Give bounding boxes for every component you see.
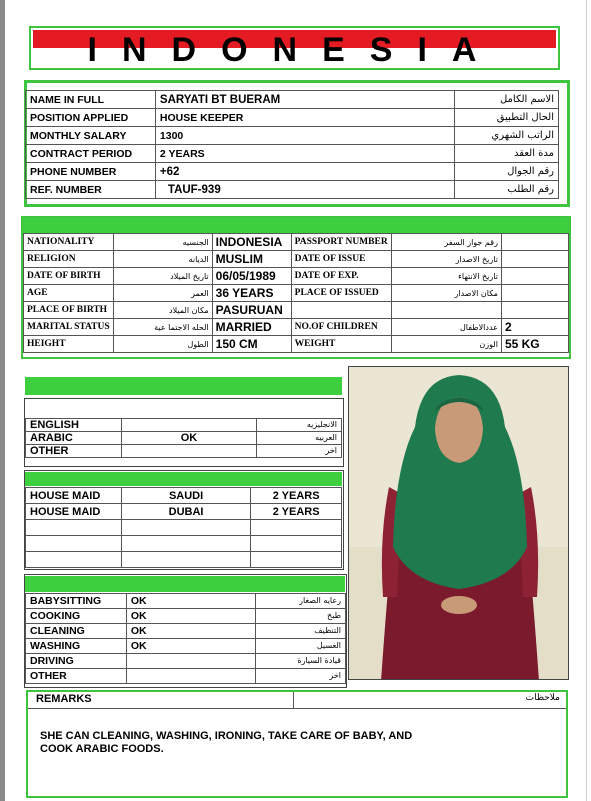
detail-label: WEIGHT — [291, 336, 391, 353]
detail-value: 150 CM — [212, 336, 291, 353]
table-row — [26, 91, 559, 109]
field-label-arabic: رقم الطلب — [455, 181, 559, 199]
table-row — [26, 127, 559, 145]
table-row — [26, 552, 342, 568]
table-row — [26, 654, 346, 669]
field-label: REF. NUMBER — [26, 181, 156, 199]
table-row — [26, 536, 342, 552]
details-header-bar — [23, 218, 569, 233]
field-label-arabic: مدة العقد — [455, 145, 559, 163]
remarks-divider — [293, 692, 294, 708]
detail-value — [501, 285, 568, 302]
experience-position — [26, 520, 122, 536]
detail-label: NO.OF CHILDREN — [291, 319, 391, 336]
detail-value: 55 KG — [501, 336, 568, 353]
experience-position: HOUSE MAID — [26, 504, 122, 520]
skill-value: OK — [126, 639, 255, 654]
experience-country — [121, 520, 250, 536]
detail-value: 06/05/1989 — [212, 268, 291, 285]
experience-table — [25, 487, 342, 568]
experience-country — [121, 552, 250, 568]
table-row — [26, 504, 342, 520]
detail-label-arabic: الديانه — [113, 251, 212, 268]
experience-position — [26, 552, 122, 568]
detail-label: PLACE OF BIRTH — [24, 302, 114, 319]
experience-country: SAUDI — [121, 488, 250, 504]
skill-label: COOKING — [26, 609, 127, 624]
field-value: HOUSE KEEPER — [155, 109, 454, 127]
table-row — [24, 234, 569, 251]
skill-value: OK — [126, 609, 255, 624]
detail-label: HEIGHT — [24, 336, 114, 353]
field-value: TAUF-939 — [155, 181, 454, 199]
detail-value — [501, 234, 568, 251]
skill-label-arabic: طبخ — [256, 609, 346, 624]
table-row — [26, 432, 342, 445]
skill-label: CLEANING — [26, 624, 127, 639]
experience-period: 2 YEARS — [251, 488, 342, 504]
experience-position — [26, 536, 122, 552]
table-row — [24, 268, 569, 285]
applicant-photo-illustration — [349, 367, 569, 680]
field-label: POSITION APPLIED — [26, 109, 156, 127]
detail-value: PASURUAN — [212, 302, 291, 319]
field-label: CONTRACT PERIOD — [26, 145, 156, 163]
table-row — [26, 594, 346, 609]
page-right-edge — [586, 0, 587, 801]
detail-value — [501, 268, 568, 285]
detail-label-arabic: مكان الميلاد — [113, 302, 212, 319]
skill-label: OTHER — [26, 669, 127, 684]
language-value — [121, 419, 256, 432]
table-row — [26, 163, 559, 181]
remarks-text — [40, 730, 520, 756]
skill-value — [126, 654, 255, 669]
detail-label: DATE OF EXP. — [291, 268, 391, 285]
language-label-arabic: اخر — [257, 445, 342, 458]
detail-value — [501, 302, 568, 319]
languages-table — [25, 418, 342, 458]
field-label: MONTHLY SALARY — [26, 127, 156, 145]
banner-title: INDONESIA — [87, 31, 502, 69]
language-label: ARABIC — [26, 432, 122, 445]
detail-label-arabic: الجنسيه — [113, 234, 212, 251]
skill-value — [126, 669, 255, 684]
detail-label: MARITAL STATUS — [24, 319, 114, 336]
table-row — [26, 419, 342, 432]
field-label-arabic: رقم الجوال — [455, 163, 559, 181]
table-row — [26, 624, 346, 639]
language-value: OK — [121, 432, 256, 445]
experience-country — [121, 536, 250, 552]
detail-label-arabic: تاريخ الاصدار — [391, 251, 501, 268]
field-value: 1300 — [155, 127, 454, 145]
language-label: ENGLISH — [26, 419, 122, 432]
language-label: OTHER — [26, 445, 122, 458]
table-row — [26, 109, 559, 127]
language-label-arabic: العربيه — [257, 432, 342, 445]
detail-label: AGE — [24, 285, 114, 302]
detail-label-arabic: رقم جواز السفر — [391, 234, 501, 251]
personal-info-table — [25, 90, 559, 199]
detail-label-arabic: تاريخ الانتهاء — [391, 268, 501, 285]
detail-label: DATE OF ISSUE — [291, 251, 391, 268]
page-left-edge — [0, 0, 5, 801]
experience-position: HOUSE MAID — [26, 488, 122, 504]
skill-value: OK — [126, 624, 255, 639]
detail-label-arabic: العمر — [113, 285, 212, 302]
table-row — [26, 609, 346, 624]
field-value: +62 — [155, 163, 454, 181]
detail-value: MUSLIM — [212, 251, 291, 268]
table-row — [24, 319, 569, 336]
detail-label-arabic: تاريخ الميلاد — [113, 268, 212, 285]
skill-label-arabic: التنظيف — [256, 624, 346, 639]
applicant-photo — [348, 366, 569, 680]
detail-label: NATIONALITY — [24, 234, 114, 251]
remarks-header — [28, 692, 566, 709]
field-label-arabic: الحال التطبيق — [455, 109, 559, 127]
table-row — [24, 336, 569, 353]
skills-table — [25, 593, 346, 684]
detail-label-arabic: عددالاطفال — [391, 319, 501, 336]
language-value — [121, 445, 256, 458]
languages-header-bar — [25, 377, 342, 395]
experience-period — [251, 520, 342, 536]
detail-label-arabic — [391, 302, 501, 319]
language-label-arabic: الانجليزيه — [257, 419, 342, 432]
detail-label: PASSPORT NUMBER — [291, 234, 391, 251]
table-row — [26, 520, 342, 536]
field-label: NAME IN FULL — [26, 91, 156, 109]
table-row — [26, 488, 342, 504]
skill-value: OK — [126, 594, 255, 609]
table-row — [26, 639, 346, 654]
table-row — [24, 285, 569, 302]
remarks-line: SHE CAN CLEANING, WASHING, IRONING, TAKE CARE OF BABY, AND — [40, 730, 413, 742]
table-row — [26, 145, 559, 163]
field-label-arabic: الراتب الشهري — [455, 127, 559, 145]
remarks-line: COOK ARABIC FOODS. — [40, 743, 164, 755]
detail-label-arabic: الحله الاجتما عية — [113, 319, 212, 336]
detail-value: INDONESIA — [212, 234, 291, 251]
detail-label — [291, 302, 391, 319]
table-row — [26, 669, 346, 684]
table-row — [26, 445, 342, 458]
table-row — [24, 251, 569, 268]
remarks-box — [26, 690, 568, 798]
detail-value: 2 — [501, 319, 568, 336]
detail-label: DATE OF BIRTH — [24, 268, 114, 285]
skill-label-arabic: قيادة السيارة — [256, 654, 346, 669]
skill-label: WASHING — [26, 639, 127, 654]
details-table — [23, 233, 569, 353]
remarks-label: REMARKS — [36, 693, 92, 705]
skill-label-arabic: رعايه الصغار — [256, 594, 346, 609]
field-label: PHONE NUMBER — [26, 163, 156, 181]
field-value: SARYATI BT BUERAM — [155, 91, 454, 109]
detail-value: MARRIED — [212, 319, 291, 336]
experience-period — [251, 552, 342, 568]
skill-label-arabic: اخر — [256, 669, 346, 684]
table-row — [24, 302, 569, 319]
detail-value — [501, 251, 568, 268]
experience-country: DUBAI — [121, 504, 250, 520]
detail-value: 36 YEARS — [212, 285, 291, 302]
remarks-label-arabic: ملاحظات — [525, 693, 560, 703]
field-value: 2 YEARS — [155, 145, 454, 163]
skill-label-arabic: الغسيل — [256, 639, 346, 654]
detail-label: PLACE OF ISSUED — [291, 285, 391, 302]
experience-period: 2 YEARS — [251, 504, 342, 520]
skill-label: BABYSITTING — [26, 594, 127, 609]
field-label-arabic: الاسم الكامل — [455, 91, 559, 109]
detail-label: RELIGION — [24, 251, 114, 268]
detail-label-arabic: الوزن — [391, 336, 501, 353]
experience-period — [251, 536, 342, 552]
skill-label: DRIVING — [26, 654, 127, 669]
table-row — [26, 181, 559, 199]
country-banner — [29, 26, 560, 70]
detail-label-arabic: مكان الاصدار — [391, 285, 501, 302]
detail-label-arabic: الطول — [113, 336, 212, 353]
